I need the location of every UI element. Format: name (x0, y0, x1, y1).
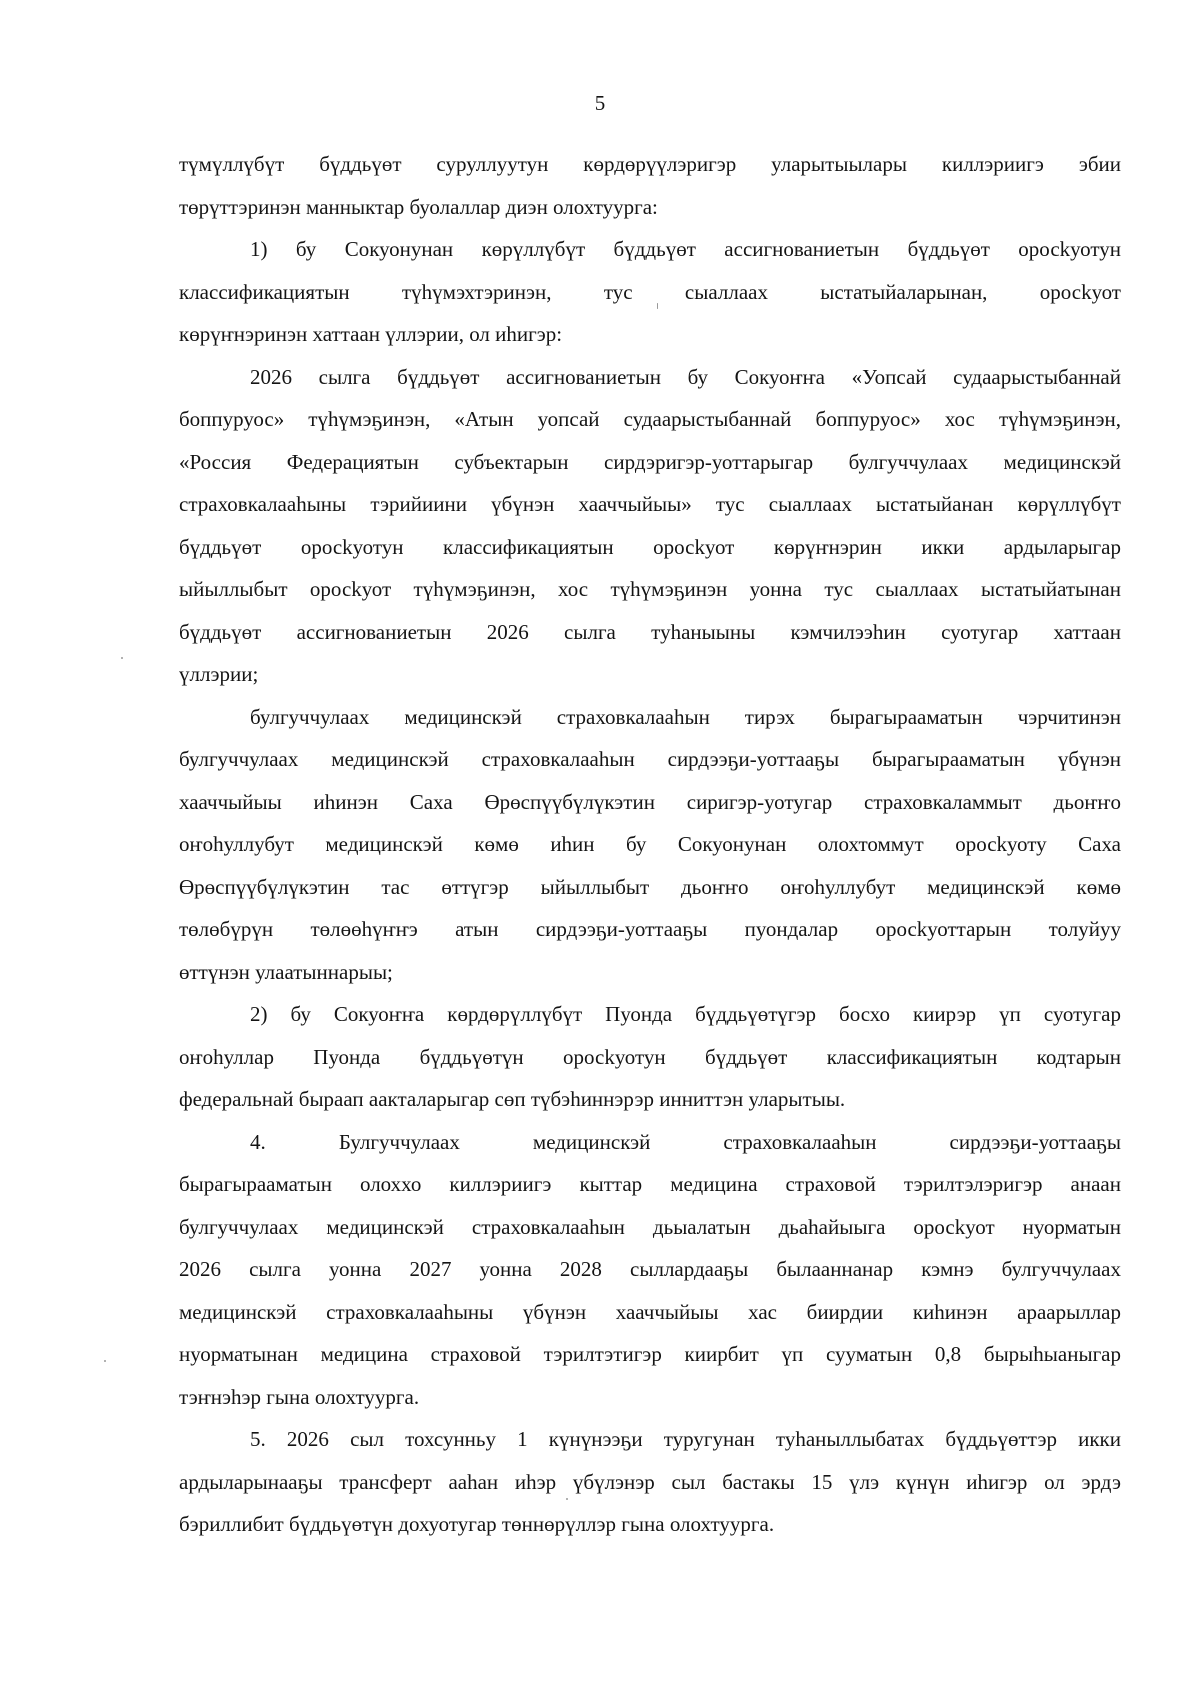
paragraph (179, 993, 1121, 1121)
text-line: оҥоһуллубут медицинскэй көмө иһин бу Сокуонунан олохтоммут оросkуоту Саха (179, 832, 1121, 856)
text-line: 4. Булгуччулаах медицинскэй страховкалааһын сирдээҕи-уоттааҕы (250, 1129, 1121, 1154)
text-line: 2026 сылга бүддьүөт ассигнованиетын бу Сокуоҥҥа «Уопсай судаарыстыбаннай (250, 364, 1121, 389)
paragraph (179, 228, 1121, 356)
text-line: тэҥнэһэр гына олохтуурга. (179, 1384, 420, 1409)
text-line: классификациятын түһүмэхтэринэн, тус сыаллаах ыстатыйаларынан, оросkуот (179, 279, 1121, 304)
text-line: булгуччулаах медицинскэй страховкалааһын сирдээҕи-уоттааҕы бырагырааматын үбүнэн (179, 747, 1121, 771)
text-line: Өрөспүүбүлүкэтин тас өттүгэр ыйыллыбыт дьоҥҥо оҥоһуллубут медицинскэй көмө (179, 874, 1121, 899)
text-line: булгуччулаах медицинскэй страховкалааһын тирэх бырагырааматын чэрчитинэн (250, 704, 1121, 729)
document-body (179, 143, 1121, 1546)
paragraph (179, 356, 1121, 696)
text-line: оҥоһуллар Пуонда бүддьүөтүн оросkуотун бүддьүөт классификациятын кодтарын (179, 1044, 1121, 1069)
text-line: булгуччулаах медицинскэй страховкалааһын дьыалатын дьаһайыыга оросkуот нуорматын (179, 1214, 1121, 1239)
text-line: бүддьүөт оросkуотун классификациятын оросkуот көрүҥнэрин икки ардыларыгар (179, 534, 1121, 559)
text-line: төлөбүрүн төлөөһүҥҥэ атын сирдээҕи-уоттааҕы пуондалар оросkуоттарын толуйуу (179, 917, 1121, 941)
paragraph (179, 1121, 1121, 1419)
text-line: федеральнай быраап аакталарыгар сөп түбэһиннэрэр инниттэн уларытыы. (179, 1087, 846, 1111)
text-line: төрүттэринэн манныктар буолаллар диэн олохтуурга: (179, 194, 658, 219)
text-line: 1) бу Сокуонунан көрүллүбүт бүддьүөт ассигнованиетын бүддьүөт оросkуотун (250, 237, 1121, 261)
text-line: страховкалааһыны тэрийиини үбүнэн хааччыйыы» тус сыаллаах ыстатыйанан көрүллүбүт (179, 492, 1121, 516)
text-line: 2026 сылга уонна 2027 уонна 2028 сыллардааҕы былааннанар кэмнэ булгуччулаах (179, 1257, 1121, 1281)
paragraph (179, 696, 1121, 994)
text-line: түмүллүбүт бүддьүөт суруллуутун көрдөрүүлэригэр уларытыылары киллэриигэ эбии (179, 152, 1121, 176)
text-line: бүддьүөт ассигнованиетын 2026 сылга туһаныыны кэмчилээһин суотугар хаттаан (179, 619, 1121, 644)
text-line: үллэрии; (179, 662, 259, 686)
text-line: боппуруос» түһүмэҕинэн, «Атын уопсай судаарыстыбаннай боппуруос» хос түһүмэҕинэн, (179, 407, 1121, 431)
text-line: көрүҥнэринэн хаттаан үллэрии, ол иһигэр: (179, 322, 563, 346)
page-number: 5 (594, 91, 606, 115)
text-line: «Россия Федерациятын субъектарын сирдэригэр-уоттарыгар булгуччулаах медицинскэй (179, 449, 1121, 474)
scan-speck (121, 657, 123, 659)
scan-speck (104, 1360, 106, 1362)
paragraph (179, 1418, 1121, 1546)
text-line: бэриллибит бүддьүөтүн дохуотугар төннөрүллэр гына олохтуурга. (179, 1512, 775, 1536)
scan-speck (657, 303, 658, 309)
paragraph (179, 143, 1121, 228)
scan-speck (566, 1498, 568, 1500)
text-line: 5. 2026 сыл тохсунньу 1 күнүнээҕи туругунан туһаныллыбатах бүддьүөттэр икки (250, 1427, 1121, 1451)
text-line: бырагырааматын олоххо киллэриигэ кыттар медицина страховой тэрилтэлэригэр анаан (179, 1172, 1121, 1196)
text-line: ыйыллыбыт оросkуот түһүмэҕинэн, хос түһүмэҕинэн уонна тус сыаллаах ыстатыйатынан (179, 577, 1121, 601)
text-line: медицинскэй страховкалааһыны үбүнэн хааччыйыы хас биирдии киһинэн араарыллар (179, 1299, 1121, 1324)
text-line: нуорматынан медицина страховой тэрилтэтигэр киирбит үп сууматын 0,8 бырыһыаныгар (179, 1342, 1121, 1366)
text-line: 2) бу Сокуоҥҥа көрдөрүллүбүт Пуонда бүддьүөтүгэр босхо киирэр үп суотугар (250, 1002, 1121, 1026)
text-line: өттүнэн улаатыннарыы; (179, 959, 393, 984)
text-line: хааччыйыы иһинэн Саха Өрөспүүбүлүкэтин сиригэр-уотугар страховкаламмыт дьоҥҥо (179, 789, 1121, 814)
text-line: ардыларынааҕы трансферт ааһан иһэр үбүлэнэр сыл бастакы 15 үлэ күнүн иһигэр ол эрдэ (179, 1469, 1121, 1494)
